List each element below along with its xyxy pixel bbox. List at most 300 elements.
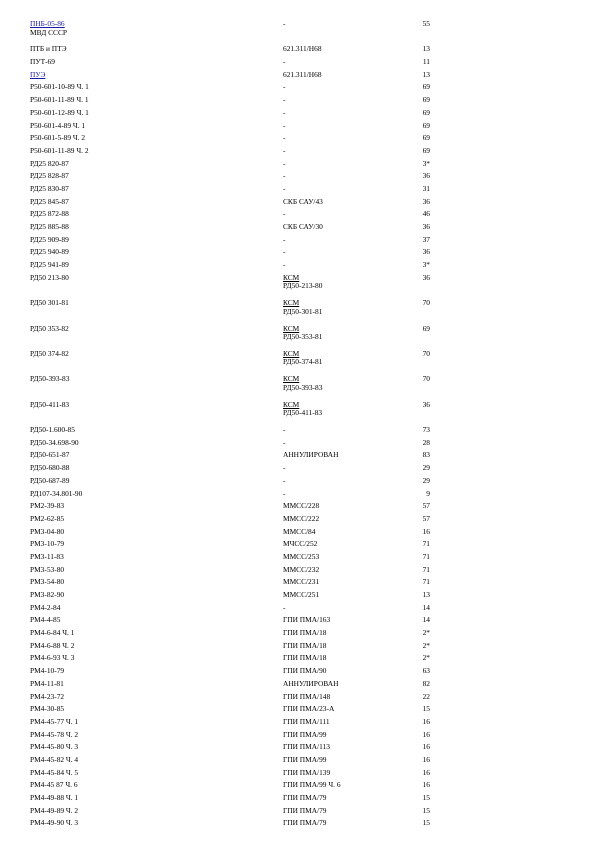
reference-cell: [283, 680, 338, 689]
document-code: РД50 213-80: [30, 272, 69, 282]
document-code: РМ4-10-79: [30, 666, 65, 676]
reference-cell: [283, 528, 315, 537]
table-row: [30, 147, 570, 160]
document-code-cell: [30, 147, 89, 156]
reference: ММСС/253: [283, 551, 320, 561]
reference-cell: [283, 261, 285, 270]
document-code: РМ4-23-72: [30, 691, 65, 701]
reference-cell: [283, 731, 327, 740]
reference-cell: [283, 172, 285, 181]
document-code-cell: [30, 781, 78, 790]
table-row: [30, 451, 570, 464]
document-code: РМ3-53-80: [30, 564, 65, 574]
table-row: [30, 198, 570, 211]
table-row: [30, 83, 570, 96]
document-code: РМ4-11-81: [30, 678, 64, 688]
reference: ГПИ ПМА/99: [283, 729, 327, 739]
document-code: РД50-687-89: [30, 475, 70, 485]
table-row: [30, 401, 570, 426]
page-number: 3*: [422, 260, 430, 270]
reference-detail: РД50-374-81: [283, 357, 323, 367]
page-number: 36: [422, 272, 430, 282]
document-code: РД50 353-82: [30, 323, 69, 333]
page-number: 36: [422, 399, 430, 409]
document-code-cell: [30, 160, 69, 169]
reference: -: [283, 260, 286, 270]
reference-cell: [283, 515, 319, 524]
reference: -: [283, 120, 286, 130]
reference-cell: [283, 502, 319, 511]
document-code: РМ4-45-84 Ч. 5: [30, 767, 79, 777]
document-code-cell: [30, 769, 78, 778]
document-code: РД25 820-87: [30, 158, 69, 168]
document-code-cell: [30, 731, 78, 740]
reference: -: [283, 475, 286, 485]
reference-cell: [283, 451, 338, 460]
document-code-cell: [30, 325, 69, 334]
document-code: РД50-680-88: [30, 463, 70, 473]
page-number: 82: [422, 678, 430, 688]
reference-cell: [283, 604, 285, 613]
document-code-cell: [30, 566, 64, 575]
table-row: [30, 299, 570, 324]
reference: -: [283, 107, 286, 117]
reference-cell: [283, 477, 285, 486]
document-code: РМ4-6-93 Ч. 3: [30, 653, 75, 663]
page-number: 69: [422, 107, 430, 117]
table-row: [30, 274, 570, 299]
page-number: 14: [422, 615, 430, 625]
page-number: 36: [422, 222, 430, 232]
reference-cell: [283, 134, 285, 143]
reference: -: [283, 19, 286, 28]
page-number: 57: [422, 513, 430, 523]
page-number: 16: [422, 754, 430, 764]
reference-cell: [283, 616, 330, 625]
reference: ГПИ ПМА/163: [283, 615, 331, 625]
document-code: Р50-601-10-89 Ч. 1: [30, 82, 89, 92]
reference: ГПИ ПМА/99: [283, 754, 327, 764]
reference: КСМ: [283, 348, 300, 358]
table-row: [30, 134, 570, 147]
page-number: 9: [426, 488, 430, 498]
page-number: 36: [422, 196, 430, 206]
document-code-cell: [30, 604, 60, 613]
page-number: 15: [422, 805, 430, 815]
reference: 621.311/Н68: [283, 69, 322, 79]
page-number: 36: [422, 171, 430, 181]
table-row: [30, 464, 570, 477]
page-number: 37: [422, 234, 430, 244]
document-code: РД50 374-82: [30, 348, 69, 358]
document-code-cell: [30, 261, 69, 270]
document-code-cell: [30, 616, 60, 625]
reference: -: [283, 171, 286, 181]
reference-cell: [283, 591, 319, 600]
document-code-cell: [30, 96, 89, 105]
table-row: [30, 718, 570, 731]
document-code: РМ2-62-85: [30, 513, 65, 523]
document-code-cell: [30, 502, 64, 511]
page-number: 16: [422, 716, 430, 726]
document-code-cell: [30, 718, 78, 727]
reference-cell: [283, 248, 285, 257]
table-row: [30, 160, 570, 173]
reference-cell: [283, 756, 327, 765]
reference: 621.311/Н68: [283, 44, 322, 54]
page-number: 69: [422, 82, 430, 92]
reference-cell: [283, 185, 285, 194]
page-number: 15: [422, 818, 430, 828]
reference: КСМ: [283, 323, 300, 333]
document-code: РД25 941-89: [30, 260, 69, 270]
reference: ГПИ ПМА/79: [283, 818, 327, 828]
table-row: [30, 591, 570, 604]
reference-cell: [283, 629, 327, 638]
reference-cell: [283, 198, 323, 207]
document-code: РМ4-6-84 Ч. 1: [30, 628, 75, 638]
reference: ГПИ ПМА/99 Ч. 6: [283, 780, 341, 790]
page-number: 63: [422, 666, 430, 676]
table-row: [30, 45, 570, 58]
reference-cell: [283, 743, 330, 752]
document-code-cell: [30, 490, 82, 499]
page-number: 31: [422, 183, 430, 193]
document-table: [30, 20, 570, 832]
reference: -: [283, 602, 286, 612]
document-code: РМ3-54-80: [30, 577, 65, 587]
table-row: [30, 756, 570, 769]
reference-cell: [283, 236, 285, 245]
reference: -: [283, 133, 286, 143]
document-code-cell: [30, 223, 69, 232]
document-code: РМ4-45 87 Ч. 6: [30, 780, 78, 790]
document-code-cell: [30, 515, 64, 524]
document-code-cell: [30, 375, 69, 384]
reference: -: [283, 82, 286, 92]
reference-cell: [283, 642, 327, 651]
reference: АННУЛИРОВАН: [283, 450, 339, 460]
reference-cell: [283, 781, 341, 790]
page-number: 70: [422, 374, 430, 384]
reference: -: [283, 57, 286, 67]
reference: АННУЛИРОВАН: [283, 678, 339, 688]
page-number: 29: [422, 463, 430, 473]
document-code: РД25 909-89: [30, 234, 69, 244]
reference: СКБ САУ/43: [283, 196, 323, 206]
reference-cell: [283, 705, 334, 714]
reference: ММСС/228: [283, 501, 320, 511]
reference: ГПИ ПМА/79: [283, 793, 327, 803]
page-number: 11: [422, 57, 430, 67]
document-link[interactable]: ПНБ-05-86: [30, 19, 65, 28]
document-link[interactable]: ПУЭ: [30, 69, 46, 79]
reference: ГПИ ПМА/111: [283, 716, 330, 726]
page-number: 14: [422, 602, 430, 612]
document-code: РМ4-45-78 Ч. 2: [30, 729, 79, 739]
document-code-cell: [30, 299, 69, 308]
reference: ГПИ ПМА/18: [283, 653, 327, 663]
document-code: РД50-411-83: [30, 399, 70, 409]
reference-cell: [283, 769, 330, 778]
page-number: 16: [422, 526, 430, 536]
table-row: [30, 20, 570, 45]
document-code: Р50-601-5-89 Ч. 2: [30, 133, 86, 143]
document-code: РМ4-45-80 Ч. 3: [30, 742, 79, 752]
document-code-cell: [30, 198, 69, 207]
table-row: [30, 109, 570, 122]
reference-cell: [283, 426, 285, 435]
reference-cell: [283, 375, 322, 392]
reference-cell: [283, 96, 285, 105]
document-code-cell: [30, 401, 69, 410]
page-number: 69: [422, 95, 430, 105]
reference-cell: [283, 578, 319, 587]
page-number: 71: [422, 564, 430, 574]
reference-detail: РД50-393-83: [283, 382, 323, 392]
reference: КСМ: [283, 272, 300, 282]
document-code-cell: [30, 667, 64, 676]
reference-cell: [283, 490, 285, 499]
document-code: Р50-601-12-89 Ч. 1: [30, 107, 89, 117]
document-code: ПТБ и ПТЭ: [30, 44, 67, 54]
reference-cell: [283, 667, 327, 676]
page-number: 69: [422, 133, 430, 143]
page-number: 71: [422, 577, 430, 587]
reference-cell: [283, 109, 285, 118]
page-number: 70: [422, 298, 430, 308]
document-issuer: МВД СССР: [30, 27, 68, 37]
reference: -: [283, 183, 286, 193]
reference: ГПИ ПМА/139: [283, 767, 331, 777]
page-number: 2*: [422, 628, 430, 638]
document-code: РД25 885-88: [30, 222, 69, 232]
table-row: [30, 236, 570, 249]
document-code: РМ3-82-90: [30, 590, 65, 600]
document-code-cell: [30, 134, 85, 143]
page-number: 55: [422, 19, 430, 28]
page-number: 15: [422, 793, 430, 803]
document-code: РМ4-4-85: [30, 615, 61, 625]
table-row: [30, 375, 570, 400]
document-code-cell: [30, 756, 78, 765]
reference-cell: [283, 122, 285, 131]
reference-cell: [283, 210, 285, 219]
reference: СКБ САУ/30: [283, 222, 323, 232]
table-row: [30, 96, 570, 109]
page-number: 2*: [422, 653, 430, 663]
page-number: 13: [422, 590, 430, 600]
table-row: [30, 261, 570, 274]
reference: КСМ: [283, 374, 300, 384]
reference-cell: [283, 58, 285, 67]
reference: ГПИ ПМА/23-А: [283, 704, 335, 714]
table-row: [30, 426, 570, 439]
document-code-cell: [30, 109, 89, 118]
page-number: 16: [422, 729, 430, 739]
reference-cell: [283, 807, 327, 816]
page-number: 15: [422, 704, 430, 714]
document-code: РД50-34.698-90: [30, 437, 79, 447]
document-code: РМ4-45-82 Ч. 4: [30, 754, 79, 764]
reference-detail: РД50-353-81: [283, 332, 323, 342]
document-code: РД25 830-87: [30, 183, 69, 193]
document-code-cell: [30, 185, 69, 194]
page-number: 36: [422, 247, 430, 257]
table-row: [30, 325, 570, 350]
page-number: 13: [422, 44, 430, 54]
reference: -: [283, 425, 286, 435]
document-code-cell: [30, 642, 74, 651]
page-number: 69: [422, 145, 430, 155]
reference-cell: [283, 794, 327, 803]
page-number: 70: [422, 348, 430, 358]
table-row: [30, 350, 570, 375]
document-code: ПУТ-69: [30, 57, 55, 67]
table-row: [30, 248, 570, 261]
reference: -: [283, 145, 286, 155]
page-number: 28: [422, 437, 430, 447]
document-code: РМ4-49-90 Ч. 3: [30, 818, 79, 828]
document-code-cell: [30, 540, 64, 549]
document-code-cell: [30, 477, 69, 486]
reference: ГПИ ПМА/79: [283, 805, 327, 815]
reference-cell: [283, 540, 317, 549]
reference-cell: [283, 71, 322, 80]
document-code: Р50-601-11-89 Ч. 2: [30, 145, 89, 155]
document-code: РД50 301-81: [30, 298, 69, 308]
document-code: РД50-651-87: [30, 450, 70, 460]
document-code-cell: [30, 591, 64, 600]
reference-cell: [283, 83, 285, 92]
reference-cell: [283, 350, 322, 367]
document-code: Р50-601-4-89 Ч. 1: [30, 120, 86, 130]
document-code: РД107-34.801-90: [30, 488, 83, 498]
reference: ГПИ ПМА/18: [283, 628, 327, 638]
table-row: [30, 667, 570, 680]
document-code-cell: [30, 83, 89, 92]
page-number: 16: [422, 742, 430, 752]
reference: МЧСС/252: [283, 539, 318, 549]
reference: ММСС/251: [283, 590, 320, 600]
document-code: РМ4-45-77 Ч. 1: [30, 716, 79, 726]
reference-cell: [283, 45, 322, 54]
reference-cell: [283, 654, 327, 663]
document-code-cell: [30, 528, 64, 537]
page-number: 16: [422, 767, 430, 777]
document-code-cell: [30, 578, 64, 587]
document-code-cell: [30, 122, 85, 131]
table-row: [30, 819, 570, 832]
reference: ГПИ ПМА/113: [283, 742, 330, 752]
reference: ММСС/84: [283, 526, 316, 536]
reference-cell: [283, 223, 323, 232]
document-code-cell: [30, 45, 66, 54]
reference: ММСС/231: [283, 577, 320, 587]
document-code: РМ2-39-83: [30, 501, 65, 511]
reference: ГПИ ПМА/90: [283, 666, 327, 676]
page-number: 46: [422, 209, 430, 219]
reference-cell: [283, 464, 285, 473]
document-code-cell: [30, 210, 69, 219]
document-code: Р50-601-11-89 Ч. 1: [30, 95, 89, 105]
document-code-cell: [30, 705, 64, 714]
page-number: 16: [422, 780, 430, 790]
document-code-cell: [30, 58, 55, 67]
table-row: [30, 629, 570, 642]
page-number: 69: [422, 120, 430, 130]
document-code: РМ4-2-84: [30, 602, 61, 612]
document-code: РД50-393-83: [30, 374, 70, 384]
document-code: РМ4-49-88 Ч. 1: [30, 793, 79, 803]
reference: КСМ: [283, 298, 300, 308]
reference-cell: [283, 401, 322, 418]
document-code: РМ4-30-85: [30, 704, 65, 714]
reference: КСМ: [283, 399, 300, 409]
reference-cell: [283, 147, 285, 156]
document-code-cell: [30, 819, 78, 828]
document-code-cell: [30, 274, 69, 283]
document-code-cell: [30, 553, 64, 562]
document-code-cell: [30, 20, 67, 37]
page-number: 69: [422, 323, 430, 333]
page-number: 73: [422, 425, 430, 435]
document-code-cell: [30, 172, 69, 181]
document-code: РД25 845-87: [30, 196, 69, 206]
table-row: [30, 794, 570, 807]
document-code: РМ4-6-88 Ч. 2: [30, 640, 75, 650]
document-code: РМ4-49-89 Ч. 2: [30, 805, 79, 815]
table-row: [30, 515, 570, 528]
page-number: 3*: [422, 158, 430, 168]
reference-cell: [283, 20, 285, 29]
page-number: 13: [422, 69, 430, 79]
document-code-cell: [30, 654, 74, 663]
reference: ММСС/222: [283, 513, 320, 523]
document-code-cell: [30, 71, 45, 80]
reference-cell: [283, 718, 330, 727]
table-row: [30, 185, 570, 198]
table-row: [30, 172, 570, 185]
page-number: 71: [422, 539, 430, 549]
reference-cell: [283, 566, 319, 575]
document-code-cell: [30, 629, 74, 638]
reference: -: [283, 234, 286, 244]
page-number: 57: [422, 501, 430, 511]
document-code: РД25 872-88: [30, 209, 69, 219]
table-row: [30, 58, 570, 71]
reference: ГПИ ПМА/18: [283, 640, 327, 650]
table-row: [30, 680, 570, 693]
document-code: РМ3-11-83: [30, 551, 64, 561]
reference: -: [283, 95, 286, 105]
reference-cell: [283, 160, 285, 169]
document-code-cell: [30, 426, 75, 435]
table-row: [30, 477, 570, 490]
page-number: 29: [422, 475, 430, 485]
table-row: [30, 122, 570, 135]
page-number: 71: [422, 551, 430, 561]
table-row: [30, 71, 570, 84]
reference-detail: РД50-213-80: [283, 281, 323, 291]
reference: -: [283, 463, 286, 473]
reference-cell: [283, 274, 322, 291]
document-code-cell: [30, 680, 64, 689]
reference-cell: [283, 299, 322, 316]
document-code-cell: [30, 236, 69, 245]
reference: -: [283, 209, 286, 219]
reference: -: [283, 488, 286, 498]
